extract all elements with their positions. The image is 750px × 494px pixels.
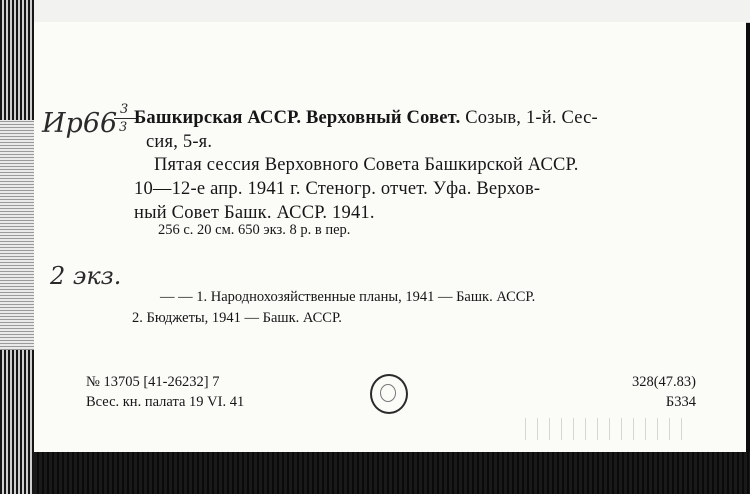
library-stamp <box>370 374 408 414</box>
scan-dither-band <box>0 120 34 350</box>
subject-heading-1: — — 1. Народнохозяйственные планы, 1941 — Башк. АССР. <box>160 289 536 305</box>
classification-code: 328(47.83) <box>631 374 696 390</box>
title-line-2: 10—12-е апр. 1941 г. Стеногр. отчет. Уфа. Верхов- <box>134 179 541 199</box>
card-heading <box>134 108 598 129</box>
book-chamber-line: Всес. кн. палата 19 VI. 41 <box>86 394 245 410</box>
scan-top-edge <box>34 0 750 23</box>
card-number: № 13705 [41-26232] 7 <box>86 374 220 390</box>
author-mark: Б334 <box>665 394 696 410</box>
heading-session: Созыв, 1-й. Сес- <box>465 108 598 128</box>
heading-line-2: сия, 5-я. <box>146 132 213 152</box>
handwritten-fraction-bottom: 3 <box>119 120 128 135</box>
stamp-inner-ring <box>380 384 396 402</box>
handwritten-shelfmark: Ир66 <box>42 108 118 139</box>
fraction-bar <box>114 118 136 119</box>
subject-heading-2: 2. Бюджеты, 1941 — Башк. АССР. <box>132 310 342 326</box>
physical-description: 256 с. 20 см. 650 экз. 8 р. в пер. <box>158 222 351 238</box>
scan-smudge <box>520 418 690 440</box>
title-line-1: Пятая сессия Верховного Совета Башкирской АССР. <box>154 155 579 175</box>
handwritten-copies: 2 экз. <box>50 262 122 290</box>
heading-author: Башкирская АССР. Верховный Совет. <box>134 108 461 128</box>
scan-dither-left <box>0 0 34 494</box>
title-line-3: ный Совет Башк. АССР. 1941. <box>134 203 375 223</box>
scan-bottom-edge <box>34 452 750 494</box>
handwritten-fraction-top: 3 <box>120 102 129 117</box>
